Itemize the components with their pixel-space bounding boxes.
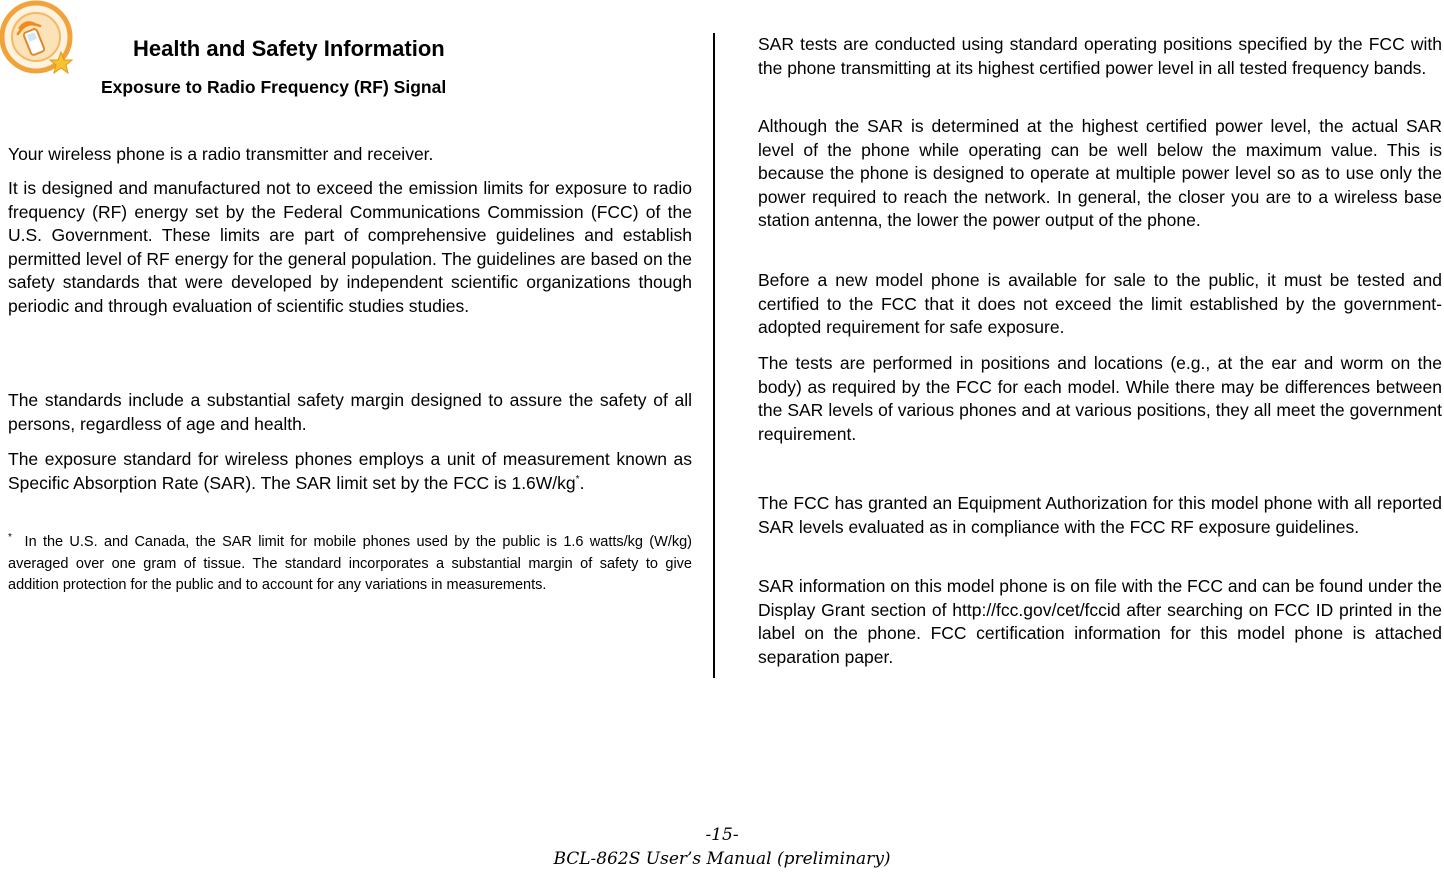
phone-badge-icon xyxy=(0,0,78,80)
footnote-marker: * xyxy=(575,473,580,485)
left-paragraph-4 xyxy=(8,448,692,495)
right-paragraph-6: SAR information on this model phone is on file with the FCC and can be found under the Display Grant section of http://fcc.gov/cet/fccid after searching on FCC ID printed in the label on the phone. FCC certification information for this model phone is attached separation paper. xyxy=(758,576,1442,667)
right-paragraph-1: SAR tests are conducted using standard operating positions specified by the FCC with the phone transmitting at its highest certified power level in all tested frequency bands. xyxy=(758,34,1442,78)
right-paragraph-5: The FCC has granted an Equipment Authorization for this model phone with all reported SAR levels evaluated as in compliance with the FCC RF exposure guidelines. xyxy=(758,493,1442,537)
footnote xyxy=(8,532,692,597)
right-paragraph-2: Although the SAR is determined at the highest certified power level, the actual SAR level of the phone while operating can be well below the maximum value. This is because the phone is designed to operate at multiple power level so as to use only the power required to reach the network. In general, the closer you are to a wireless base station antenna, the lower the power output of the phone. xyxy=(758,116,1442,231)
page-number: -15- xyxy=(705,825,739,845)
sar-limit-period: . xyxy=(579,472,585,493)
left-paragraph-3: The standards include a substantial safety margin designed to assure the safety of all persons, regardless of age and health. xyxy=(8,390,692,434)
column-divider xyxy=(713,33,715,678)
left-paragraph-1: Your wireless phone is a radio transmitter and receiver. xyxy=(8,144,434,164)
left-paragraph-2: It is designed and manufactured not to exceed the emission limits for exposure to radio frequency (RF) energy set by the Federal Communications Commission (FCC) of the U.S. Government. These limits are part of comprehensive guidelines and establish permitted level of RF energy for the general population. The guidelines are based on the safety standards that were developed by independent scientific organizations though periodic and through evaluation of scientific studies studies. xyxy=(8,178,692,316)
right-paragraph-4: The tests are performed in positions and locations (e.g., at the ear and worm on the body) as required by the FCC for each model. While there may be differences between the SAR levels of various phones and at various positions, they all meet the government requirement. xyxy=(758,353,1442,444)
sar-limit-text: The exposure standard for wireless phones employs a unit of measurement known as Specific Absorption Rate (SAR). The SAR limit set by the FCC is 1.6W/kg xyxy=(8,449,692,493)
footnote-star: * xyxy=(8,532,12,544)
right-paragraph-3: Before a new model phone is available for sale to the public, it must be tested and certified to the FCC that it does not exceed the limit established by the government-adopted requirement for safe exposure. xyxy=(758,270,1442,338)
section-subtitle: Exposure to Radio Frequency (RF) Signal xyxy=(101,77,447,97)
page-title: Health and Safety Information xyxy=(133,36,445,61)
manual-title: BCL-862S User’s Manual (preliminary) xyxy=(553,849,891,869)
footnote-text: In the U.S. and Canada, the SAR limit for mobile phones used by the public is 1.6 watts/kg (W/kg) averaged over one gram of tissue. The standard incorporates a substantial margin of safety to give addition protection for the public and to account for any variations in measurements. xyxy=(8,534,692,593)
